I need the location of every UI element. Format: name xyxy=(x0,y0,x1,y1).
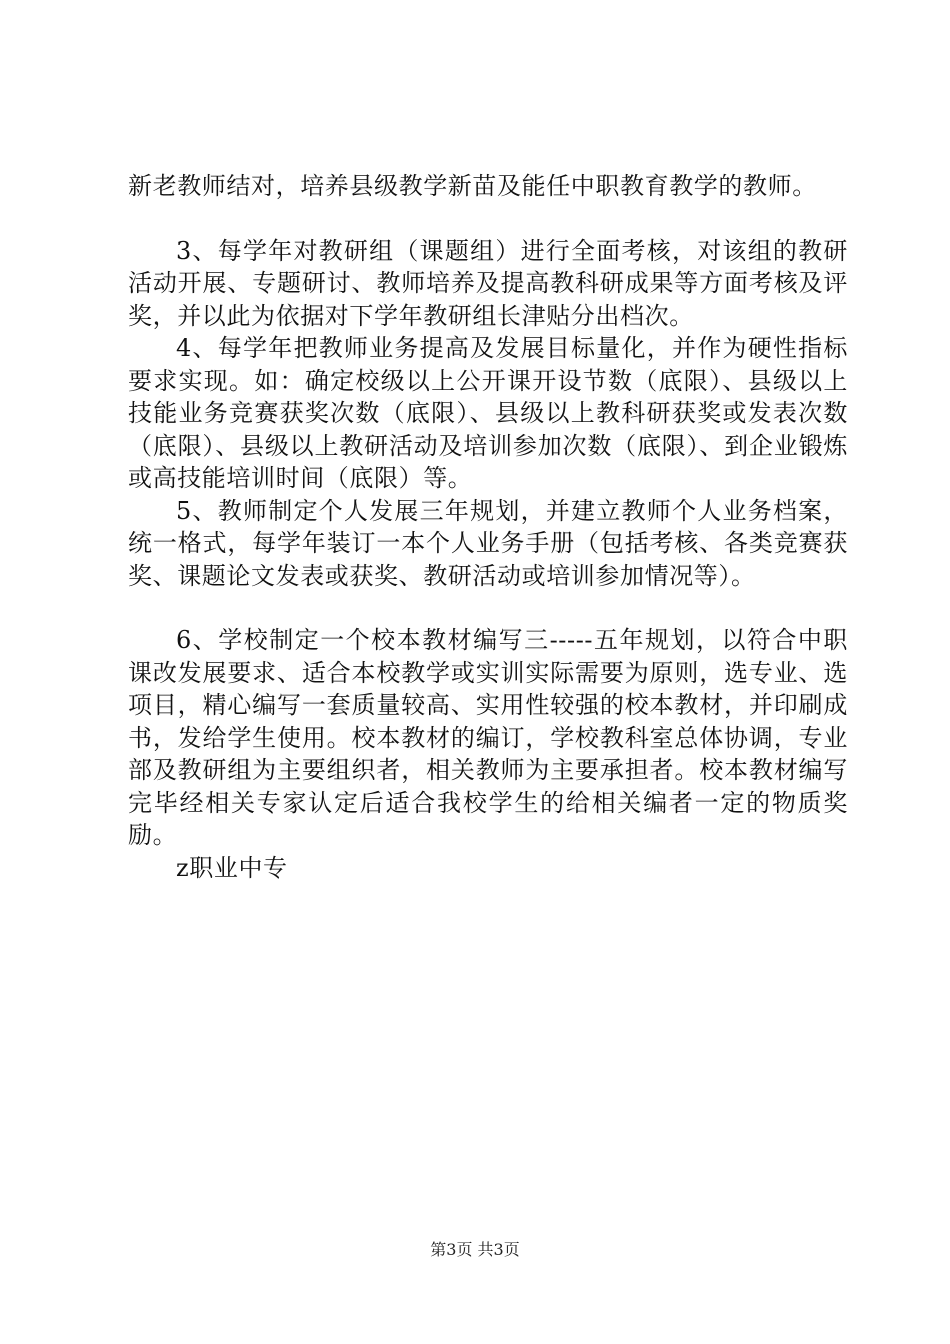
page-number-label: 第3页 共3页 xyxy=(430,1240,520,1259)
paragraph-item-6: 6、学校制定一个校本教材编写三-----五年规划，以符合中职课改发展要求、适合本校教学或实训实际需要为原则，选专业、选项目，精心编写一套质量较高、实用性较强的校本教材，并印刷成书，发给学生使用。校本教材的编订，学校教科室总体协调，专业部及教研组为主要组织者，相关教师为主要承担者。校本教材编写完毕经相关专家认定后适合我校学生的给相关编者一定的物质奖励。 xyxy=(128,626,848,849)
page-footer xyxy=(0,1240,950,1260)
paragraph-item-4: 4、每学年把教师业务提高及发展目标量化，并作为硬性指标要求实现。如：确定校级以上公开课开设节数（底限）、县级以上技能业务竞赛获奖次数（底限）、县级以上教科研获奖或发表次数（底限）、县级以上教研活动及培训参加次数（底限）、到企业锻炼或高技能培训时间（底限）等。 xyxy=(128,334,848,492)
paragraph-item-5: 5、教师制定个人发展三年规划，并建立教师个人业务档案，统一格式，每学年装订一本个人业务手册（包括考核、各类竞赛获奖、课题论文发表或获奖、教研活动或培训参加情况等）。 xyxy=(128,496,848,590)
paragraph-item-3: 3、每学年对教研组（课题组）进行全面考核，对该组的教研活动开展、专题研讨、教师培养及提高教科研成果等方面考核及评奖，并以此为依据对下学年教研组长津贴分出档次。 xyxy=(128,236,848,330)
signature-line: z职业中专 xyxy=(176,853,288,882)
document-body xyxy=(128,170,848,884)
paragraph-continuation: 新老教师结对，培养县级教学新苗及能任中职教育教学的教师。 xyxy=(128,172,817,200)
